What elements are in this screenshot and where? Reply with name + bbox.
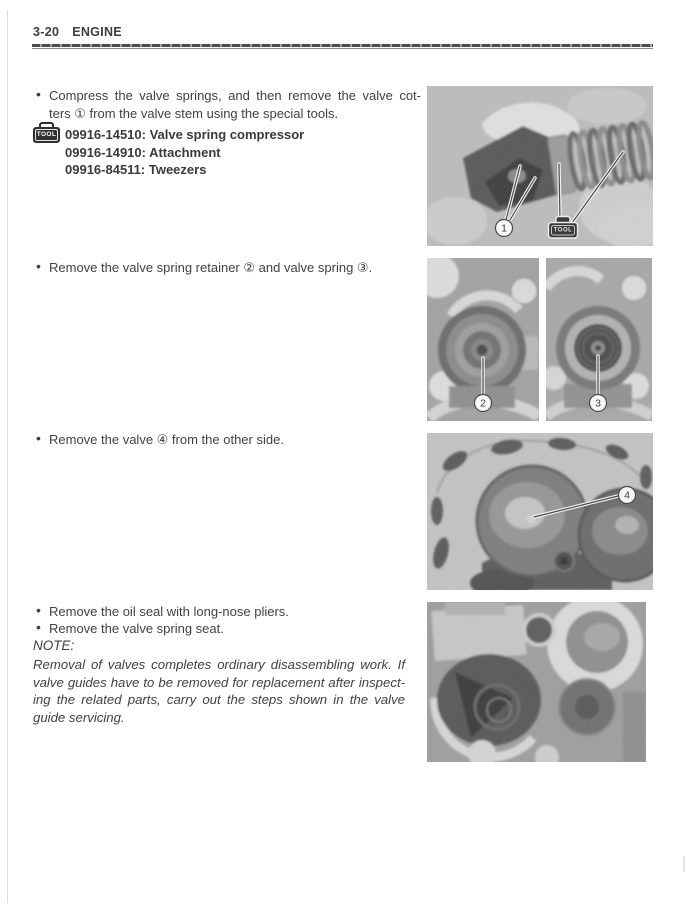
note-text-line: Removal of valves completes ordinary disassembling work. If (33, 657, 405, 672)
step-compress-valve-springs (33, 87, 421, 122)
step-remove-retainer-spring: • Remove the valve spring retainer ② and valve spring ③. (33, 259, 421, 277)
step-remove-spring-seat: • Remove the valve spring seat. (33, 620, 421, 638)
page-header (33, 25, 122, 39)
step-text-line: ters ① from the valve stem using the special tools. (49, 105, 339, 121)
page-number: 3-20 (33, 25, 60, 39)
callout-number: 3 (595, 397, 601, 410)
tool-item: 09916-84511: Tweezers (65, 162, 207, 177)
figure-valve-removal (427, 433, 653, 590)
callout-number: 4 (624, 489, 630, 502)
figure-valve-spring-retainer-photo (427, 258, 539, 421)
callout-number: 1 (501, 222, 507, 235)
scan-artifact (683, 856, 685, 872)
figure-valve-cotter-removal-photo (427, 86, 653, 246)
tool-item: 09916-14910: Attachment (65, 144, 221, 160)
step-remove-oil-seal: • Remove the oil seal with long-nose pliers. (33, 603, 421, 621)
figure-valve-spring-retainer (427, 258, 539, 421)
header-rule (32, 44, 653, 49)
figure-oil-seal-closeup (427, 602, 646, 762)
figure-valve-spring (546, 258, 652, 421)
tool-item: 09916-14510: Valve spring compressor (65, 127, 305, 142)
callout-number: 2 (480, 397, 486, 410)
figure-valve-spring-photo (546, 258, 652, 421)
special-tools-block (33, 126, 304, 179)
note-text-line: ing the related parts, carry out the steps shown in the valve (33, 692, 405, 707)
special-tools-list (65, 126, 304, 179)
note-heading: NOTE: (33, 638, 75, 653)
note-text-line: guide servicing. (33, 709, 125, 725)
step-text-line: • Compress the valve springs, and then remove the valve cot- (49, 88, 421, 103)
figure-valve-cotter-removal (427, 86, 653, 246)
section-title: ENGINE (72, 25, 122, 39)
step-remove-valve: • Remove the valve ④ from the other side. (33, 431, 421, 449)
toolbox-icon (33, 127, 60, 143)
note-text-line: valve guides have to be removed for replacement after inspect- (33, 674, 405, 690)
note-body (33, 656, 405, 726)
figure-oil-seal-closeup-photo (427, 602, 646, 762)
page-edge-line (7, 10, 8, 903)
toolbox-icon-label: TOOL (36, 131, 57, 138)
tool-badge-label: TOOL (553, 227, 573, 234)
figure-valve-removal-photo (427, 433, 653, 590)
